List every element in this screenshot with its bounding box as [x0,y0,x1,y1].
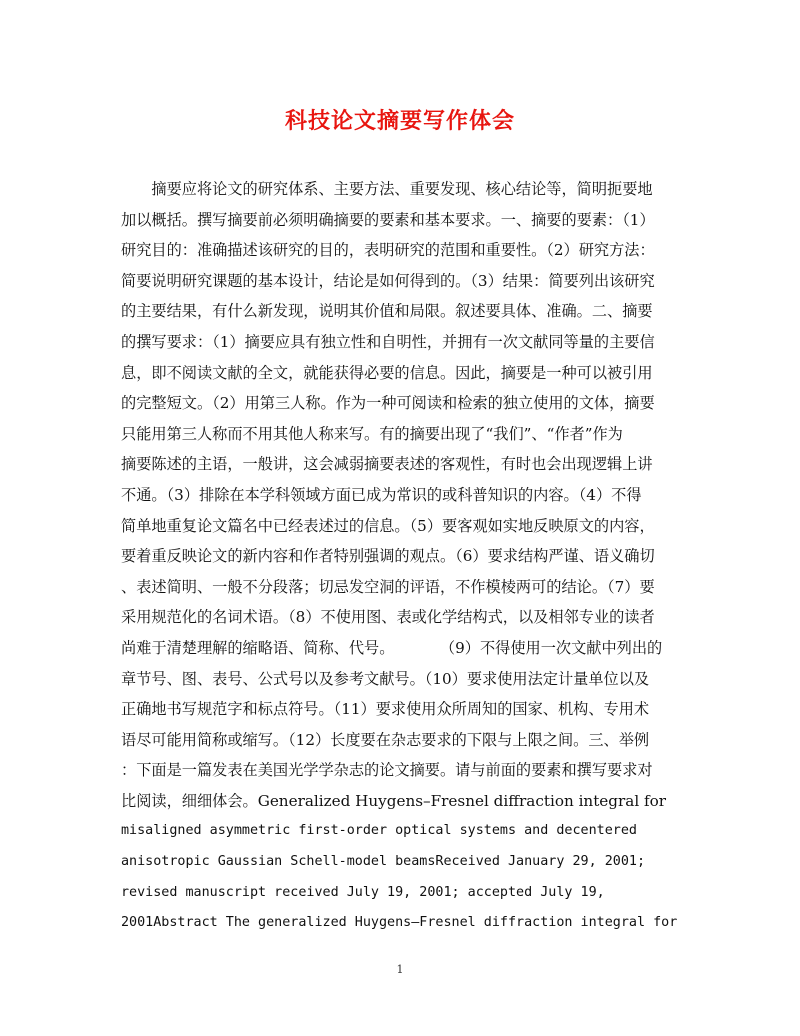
text-line: 要着重反映论文的新内容和作者特别强调的观点。（6）要求结构严谨、语义确切 [121,547,655,566]
text-line: 只能用第三人称而不用其他人称来写。有的摘要出现了“我们”、“作者”作为 [121,424,623,443]
text-line: 采用规范化的名词术语。（8）不使用图、表或化学结构式，以及相邻专业的读者 [121,608,655,627]
text-line: 的主要结果，有什么新发现，说明其价值和局限。叙述要具体、准确。二、摘要 [121,302,653,321]
text-line: 简要说明研究课题的基本设计，结论是如何得到的。（3）结果：简要列出该研究 [121,271,655,290]
text-line: 比阅读，细细体会。Generalized Huygens–Fresnel diffraction integral for [121,791,667,810]
page-number: 1 [396,963,404,976]
text-line: 加以概括。撰写摘要前必须明确摘要的要素和基本要求。一、摘要的要素：（1） [121,210,655,229]
text-line: misaligned asymmetric first-order optical systems and decentered [121,823,637,839]
text-line: revised manuscript received July 19, 2001; accepted July 19, [121,884,605,900]
text-line: 息，即不阅读文献的全文，就能获得必要的信息。因此，摘要是一种可以被引用 [121,363,653,382]
text-line: 简单地重复论文篇名中已经表述过的信息。（5）要客观如实地反映原文的内容， [121,516,655,535]
page-title: 科技论文摘要写作体会 [284,108,515,134]
body-paragraph [121,174,681,939]
text-line: 、表述简明、一般不分段落；切忌发空洞的评语，不作模棱两可的结论。（7）要 [121,577,655,596]
text-line: 摘要应将论文的研究体系、主要方法、重要发现、核心结论等，简明扼要地 [121,180,653,198]
text-line: 的撰写要求：（1）摘要应具有独立性和自明性，并拥有一次文献同等量的主要信 [121,332,655,351]
text-line: 章节号、图、表号、公式号以及参考文献号。（10）要求使用法定计量单位以及 [121,669,650,688]
text-line: 尚难于清楚理解的缩略语、简称、代号。 （9）不得使用一次文献中列出的 [121,638,663,657]
text-line: 正确地书写规范字和标点符号。（11）要求使用众所周知的国家、机构、专用术 [121,700,650,719]
text-line: 研究目的：准确描述该研究的目的，表明研究的范围和重要性。（2）研究方法： [121,241,655,260]
text-line: ：下面是一篇发表在美国光学学杂志的论文摘要。请与前面的要素和撰写要求对 [121,761,653,780]
text-line: 语尽可能用简称或缩写。（12）长度要在杂志要求的下限与上限之间。三、举例 [121,730,650,749]
text-line: 2001Abstract The generalized Huygens–Fresnel diffraction integral for [121,915,678,931]
text-line: 摘要陈述的主语，一般讲，这会减弱摘要表述的客观性，有时也会出现逻辑上讲 [121,455,653,474]
text-line: anisotropic Gaussian Schell-model beamsReceived January 29, 2001; [121,854,646,870]
text-line: 的完整短文。（2）用第三人称。作为一种可阅读和检索的独立使用的文体，摘要 [121,394,655,413]
text-line: 不通。（3）排除在本学科领域方面已成为常识的或科普知识的内容。（4）不得 [121,485,642,504]
